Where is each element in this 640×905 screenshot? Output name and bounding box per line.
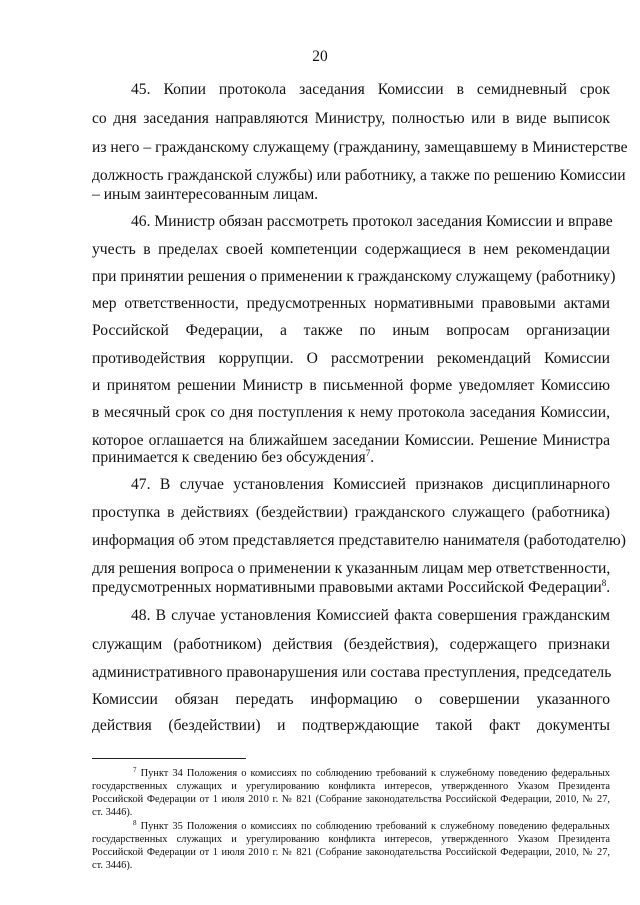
text-line: действия (бездействии) и подтверждающие такой факт документы: [92, 717, 610, 734]
text-line: Комиссии обязан передать информацию о совершении указанного: [92, 691, 610, 708]
text-line: Российской Федерации, а также по иным вопросам организации: [92, 322, 610, 339]
text-line: из него – гражданскому служащему (гражданину, замещавшему в Министерстве: [92, 139, 628, 156]
text-line: при принятии решения о применении к гражданскому служащему (работнику): [92, 268, 616, 285]
footnote-ref: 8: [601, 578, 607, 588]
text-line: 45. Копии протокола заседания Комиссии в семидневный срок: [131, 81, 610, 98]
text-line: в месячный срок со дня поступления к нему протокола заседания Комиссии,: [92, 404, 610, 421]
footnote-line: [133, 767, 610, 780]
period: .: [370, 449, 375, 466]
page-number: 20: [312, 48, 328, 65]
footnote-ref: 7: [365, 448, 371, 458]
text-line: которое оглашается на ближайшем заседании Комиссии. Решение Министра: [92, 432, 610, 449]
footnote-separator: [92, 758, 246, 759]
text-line: проступка в действиях (бездействии) гражданского служащего (работника): [92, 504, 610, 521]
text-line: – иным заинтересованным лицам.: [92, 186, 319, 203]
text-line: информация об этом представляется представителю нанимателя (работодателю): [92, 532, 626, 549]
footnote-line: Российской Федерации от 1 июля 2010 г. № 821 (Собрание законодательства Российской Федерации, 2010, № 27,: [92, 794, 610, 805]
footnote-line: Российской Федерации от 1 июля 2010 г. № 821 (Собрание законодательства Российской Федерации, 2010, № 27,: [92, 847, 610, 858]
text-line-content: предусмотренных нормативными правовыми актами Российской Федерации: [92, 579, 602, 596]
text-line: и принятом решении Министр в письменной форме уведомляет Комиссию: [92, 377, 610, 394]
footnote-text: Пункт 35 Положения о комиссиях по соблюдению требований к служебному поведению федеральных: [140, 821, 610, 832]
text-line: [92, 448, 610, 468]
text-line: 46. Министр обязан рассмотреть протокол заседания Комиссии и вправе: [131, 213, 613, 230]
text-line: 48. В случае установления Комиссией факта совершения гражданским: [131, 607, 610, 624]
text-line: 47. В случае установления Комиссией признаков дисциплинарного: [131, 476, 610, 493]
footnote-number: 8: [133, 819, 137, 827]
footnote-number: 7: [133, 766, 137, 774]
text-line: должность гражданской службы) или работнику, а также по решению Комиссии: [92, 167, 626, 184]
text-line: служащим (работником) действия (бездействия), содержащего признаки: [92, 636, 610, 653]
text-line: [92, 578, 610, 598]
text-line: мер ответственности, предусмотренных нормативными правовыми актами: [92, 295, 610, 312]
text-line: противодействия коррупции. О рассмотрении рекомендаций Комиссии: [92, 350, 610, 367]
text-line-content: принимается к сведению без обсуждения: [92, 449, 366, 466]
footnote-line: государственных служащих и урегулированию конфликта интересов, утвержденного Указом Президента: [92, 781, 610, 792]
footnote-line: государственных служащих и урегулированию конфликта интересов, утвержденного Указом Президента: [92, 834, 610, 845]
text-line: для решения вопроса о применении к указанным лицам мер ответственности,: [92, 560, 611, 577]
text-line: административного правонарушения или состава преступления, председатель: [92, 664, 612, 681]
text-line: учесть в пределах своей компетенции содержащиеся в нем рекомендации: [92, 241, 610, 258]
footnote-line: [133, 820, 610, 833]
text-line: со дня заседания направляются Министру, полностью или в виде выписок: [92, 110, 610, 127]
footnote-line: ст. 3446).: [92, 860, 133, 871]
footnote-text: Пункт 34 Положения о комиссиях по соблюдению требований к служебному поведению федеральных: [140, 768, 610, 779]
footnote-line: ст. 3446).: [92, 807, 133, 818]
period: .: [606, 579, 611, 596]
